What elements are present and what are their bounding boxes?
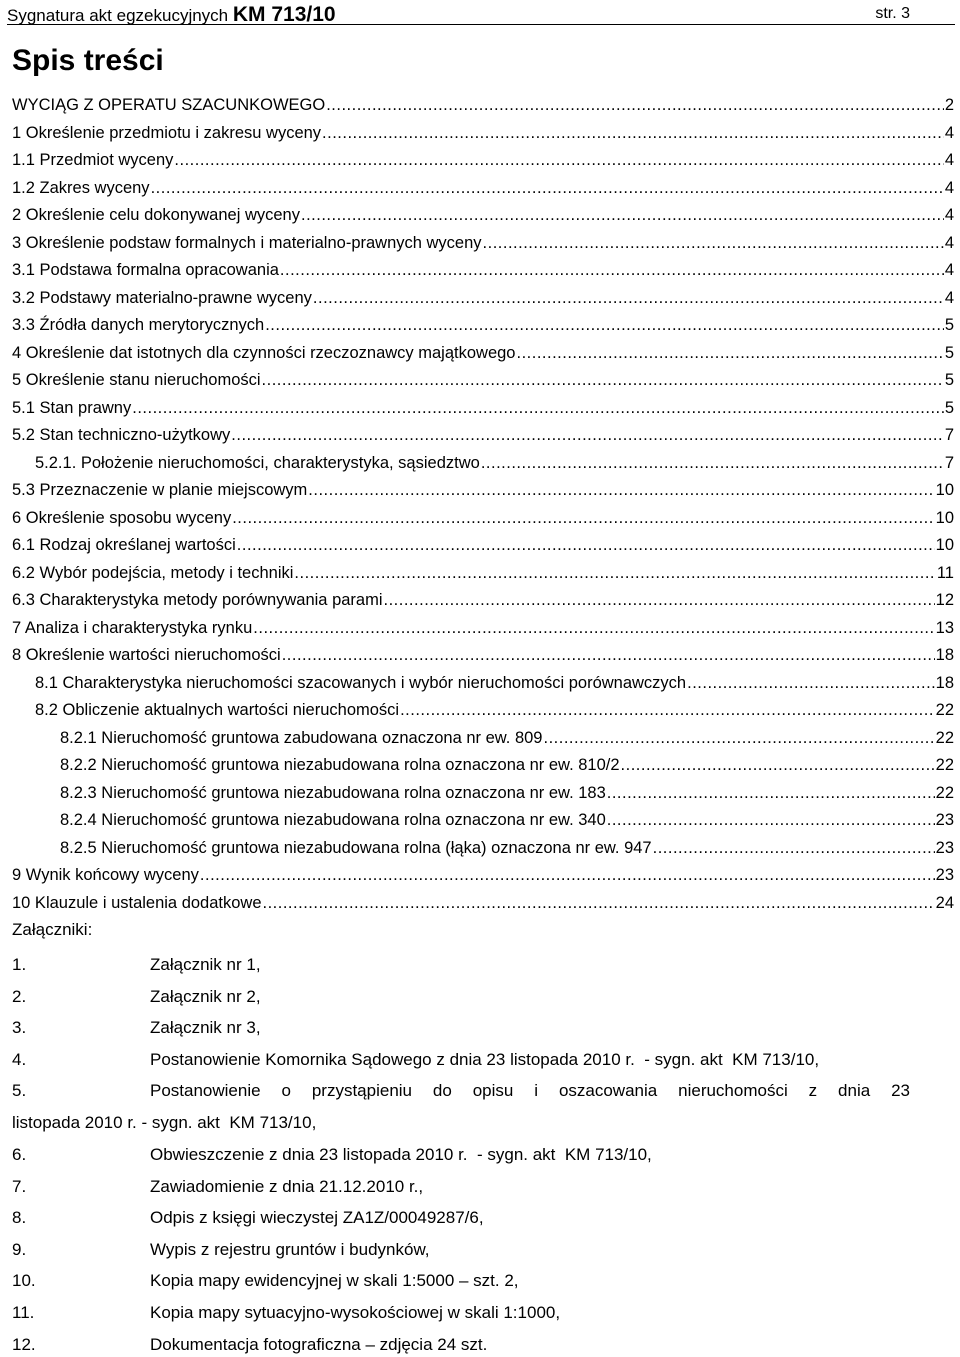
toc-leader-dots [400, 697, 935, 725]
toc-entry-label: 5.2 Stan techniczno-użytkowy [12, 426, 231, 444]
toc-entry-label: 6.2 Wybór podejścia, metody i techniki [12, 563, 294, 582]
toc-entry-page: 4 [944, 261, 954, 279]
page-title: Spis treści [12, 44, 164, 77]
toc-entry-label: 3.2 Podstawy materialno-prawne wyceny [12, 288, 312, 307]
toc-entry[interactable] [0, 422, 960, 450]
toc-entry-page: 11 [936, 563, 954, 582]
toc-entry-label: 1 Określenie przedmiotu i zakresu wyceny [12, 123, 322, 142]
attachment-text: Załącznik nr 2, [150, 986, 261, 1006]
toc-leader-dots [253, 615, 934, 643]
attachment-number: 12. [12, 1334, 36, 1354]
toc-leader-dots [326, 92, 944, 120]
attachments-heading: Załączniki: [12, 920, 93, 939]
toc-leader-dots [232, 505, 934, 533]
table-of-contents [0, 92, 960, 917]
toc-entry-page: 4 [944, 123, 954, 142]
attachment-number: 1. [12, 955, 27, 974]
toc-entry[interactable] [0, 560, 960, 588]
toc-leader-dots [653, 835, 935, 863]
page-header [7, 0, 955, 25]
toc-entry[interactable] [0, 587, 960, 615]
toc-entry[interactable] [0, 670, 960, 698]
toc-entry-page: 10 [935, 481, 954, 499]
signature-number: KM 713/10 [232, 3, 336, 26]
toc-leader-dots [687, 670, 935, 698]
toc-entry-page: 12 [935, 591, 954, 609]
toc-entry-page: 10 [935, 508, 954, 527]
toc-entry-page: 22 [935, 756, 954, 774]
attachment-number: 5. [12, 1081, 27, 1101]
toc-entry[interactable] [0, 147, 960, 175]
toc-entry[interactable] [0, 367, 960, 395]
toc-entry[interactable] [0, 532, 960, 560]
toc-leader-dots [313, 285, 944, 313]
toc-entry-label: 6 Określenie sposobu wyceny [12, 508, 232, 527]
toc-entry-page: 22 [935, 783, 954, 802]
toc-entry-page: 5 [944, 371, 954, 389]
toc-leader-dots [483, 230, 944, 258]
toc-entry-label: WYCIĄG Z OPERATU SZACUNKOWEGO [12, 96, 326, 114]
toc-leader-dots [280, 257, 944, 285]
toc-entry-page: 10 [935, 536, 954, 554]
attachment-text: Postanowienie o przystąpieniu do opisu i oszacowania nieruchomości z dnia 23 [150, 1081, 910, 1101]
toc-entry-label: 6.3 Charakterystyka metody porównywania parami [12, 591, 383, 609]
toc-entry-label: 8.1 Charakterystyka nieruchomości szacowanych i wybór nieruchomości porównawczych [35, 673, 687, 692]
attachment-text: Postanowienie Komornika Sądowego z dnia 23 listopada 2010 r. - sygn. akt KM 713/10, [150, 1049, 820, 1069]
toc-entry-page: 4 [944, 178, 954, 197]
toc-entry-page: 4 [944, 233, 954, 252]
toc-leader-dots [607, 807, 935, 835]
toc-entry-label: 10 Klauzule i ustalenia dodatkowe [12, 893, 262, 912]
toc-entry-label: 5.3 Przeznaczenie w planie miejscowym [12, 481, 308, 499]
toc-entry[interactable] [0, 752, 960, 780]
toc-leader-dots [516, 340, 943, 368]
attachment-text: Załącznik nr 1, [150, 955, 261, 974]
attachment-number: 10. [12, 1271, 36, 1291]
toc-entry[interactable] [0, 257, 960, 285]
toc-entry-page: 22 [935, 701, 954, 719]
signature-prefix: Sygnatura akt egzekucyjnych [7, 6, 229, 25]
toc-leader-dots [231, 422, 944, 450]
toc-leader-dots [543, 725, 934, 753]
toc-entry-label: 3.3 Źródła danych merytorycznych [12, 316, 265, 334]
toc-entry-page: 23 [935, 811, 954, 829]
toc-entry-page: 24 [935, 893, 954, 912]
toc-entry[interactable] [0, 835, 960, 863]
toc-leader-dots [265, 312, 944, 340]
toc-leader-dots [607, 780, 935, 808]
toc-leader-dots [132, 395, 944, 423]
toc-entry-label: 8.2.4 Nieruchomość gruntowa niezabudowana rolna oznaczona nr ew. 340 [60, 811, 606, 829]
toc-leader-dots [481, 450, 944, 478]
toc-entry-label: 8.2.1 Nieruchomość gruntowa zabudowana oznaczona nr ew. 809 [60, 728, 543, 747]
toc-leader-dots [294, 560, 935, 588]
toc-leader-dots [151, 175, 944, 203]
attachment-number: 2. [12, 986, 27, 1006]
toc-entry-page: 7 [944, 426, 954, 444]
attachment-text-continuation: listopada 2010 r. - sygn. akt KM 713/10, [12, 1113, 317, 1133]
toc-entry[interactable] [0, 175, 960, 203]
toc-entry-label: 3.1 Podstawa formalna opracowania [12, 261, 279, 279]
toc-entry-label: 7 Analiza i charakterystyka rynku [12, 618, 253, 637]
toc-leader-dots [262, 367, 944, 395]
attachment-number: 7. [12, 1176, 27, 1196]
toc-leader-dots [308, 477, 934, 505]
toc-entry-label: 8.2.3 Nieruchomość gruntowa niezabudowana rolna oznaczona nr ew. 183 [60, 783, 606, 802]
toc-entry-label: 4 Określenie dat istotnych dla czynności rzeczoznawcy majątkowego [12, 343, 516, 362]
toc-leader-dots [621, 752, 935, 780]
attachment-number: 9. [12, 1239, 27, 1259]
toc-entry[interactable] [0, 505, 960, 533]
attachment-text: Wypis z rejestru gruntów i budynków, [150, 1239, 430, 1259]
toc-entry[interactable] [0, 395, 960, 423]
toc-entry-page: 4 [944, 151, 954, 169]
toc-entry-page: 23 [935, 838, 954, 857]
toc-entry-label: 8.2 Obliczenie aktualnych wartości nieruchomości [35, 701, 400, 719]
toc-entry-label: 5 Określenie stanu nieruchomości [12, 371, 261, 389]
toc-entry-page: 18 [935, 646, 954, 664]
attachment-number: 4. [12, 1049, 27, 1069]
toc-leader-dots [174, 147, 943, 175]
attachment-text: Obwieszczenie z dnia 23 listopada 2010 r. - sygn. akt KM 713/10, [150, 1145, 652, 1164]
attachment-text: Załącznik nr 3, [150, 1018, 261, 1038]
attachment-text: Odpis z księgi wieczystej ZA1Z/00049287/6, [150, 1208, 484, 1228]
toc-entry-page: 13 [935, 618, 954, 637]
toc-entry-page: 7 [944, 453, 954, 472]
toc-leader-dots [263, 890, 935, 918]
attachment-number: 3. [12, 1018, 27, 1038]
toc-leader-dots [200, 862, 935, 890]
toc-entry[interactable] [0, 340, 960, 368]
attachment-number: 11. [12, 1303, 35, 1322]
toc-entry[interactable] [0, 285, 960, 313]
toc-entry-page: 5 [944, 316, 954, 334]
toc-entry-label: 8.2.5 Nieruchomość gruntowa niezabudowana rolna (łąka) oznaczona nr ew. 947 [60, 838, 652, 857]
page-number-label: str. 3 [875, 5, 910, 22]
toc-entry[interactable] [0, 780, 960, 808]
toc-leader-dots [384, 587, 935, 615]
toc-entry[interactable] [0, 312, 960, 340]
toc-entry-page: 22 [935, 728, 954, 747]
toc-entry-page: 5 [944, 398, 954, 417]
toc-entry[interactable] [0, 862, 960, 890]
toc-entry-page: 18 [935, 673, 954, 692]
toc-entry[interactable] [0, 450, 960, 478]
toc-entry-label: 1.2 Zakres wyceny [12, 178, 150, 197]
toc-entry[interactable] [0, 807, 960, 835]
attachment-number: 8. [12, 1208, 27, 1228]
toc-entry[interactable] [0, 120, 960, 148]
attachment-text: Kopia mapy sytuacyjno-wysokościowej w skali 1:1000, [150, 1303, 561, 1322]
case-signature [7, 3, 336, 27]
toc-leader-dots [322, 120, 944, 148]
toc-leader-dots [237, 532, 935, 560]
toc-entry[interactable] [0, 725, 960, 753]
attachment-text: Zawiadomienie z dnia 21.12.2010 r., [150, 1176, 424, 1196]
toc-entry[interactable] [0, 202, 960, 230]
toc-leader-dots [282, 642, 935, 670]
toc-leader-dots [301, 202, 944, 230]
toc-entry-page: 23 [935, 866, 954, 884]
toc-entry-label: 3 Określenie podstaw formalnych i materialno-prawnych wyceny [12, 233, 482, 252]
toc-entry[interactable] [0, 230, 960, 258]
toc-entry-label: 8.2.2 Nieruchomość gruntowa niezabudowana rolna oznaczona nr ew. 810/2 [60, 756, 620, 774]
toc-entry-label: 6.1 Rodzaj określanej wartości [12, 536, 236, 554]
toc-entry-label: 1.1 Przedmiot wyceny [12, 151, 174, 169]
toc-entry-page: 4 [944, 206, 954, 224]
toc-entry-page: 4 [944, 288, 954, 307]
toc-entry-label: 9 Wynik końcowy wyceny [12, 866, 199, 884]
toc-entry[interactable] [0, 477, 960, 505]
attachment-number: 6. [12, 1145, 27, 1164]
toc-entry-label: 5.1 Stan prawny [12, 398, 132, 417]
attachment-text: Kopia mapy ewidencyjnej w skali 1:5000 – szt. 2, [150, 1271, 519, 1291]
toc-entry[interactable] [0, 697, 960, 725]
attachment-text: Dokumentacja fotograficzna – zdjęcia 24 szt. [150, 1334, 488, 1354]
toc-entry[interactable] [0, 642, 960, 670]
toc-entry[interactable] [0, 890, 960, 918]
toc-entry-page: 2 [944, 96, 954, 114]
toc-entry[interactable] [0, 615, 960, 643]
toc-entry-label: 8 Określenie wartości nieruchomości [12, 646, 281, 664]
toc-entry[interactable] [0, 92, 960, 120]
toc-entry-label: 2 Określenie celu dokonywanej wyceny [12, 206, 300, 224]
toc-entry-page: 5 [944, 343, 954, 362]
toc-entry-label: 5.2.1. Położenie nieruchomości, charakterystyka, sąsiedztwo [35, 453, 480, 472]
